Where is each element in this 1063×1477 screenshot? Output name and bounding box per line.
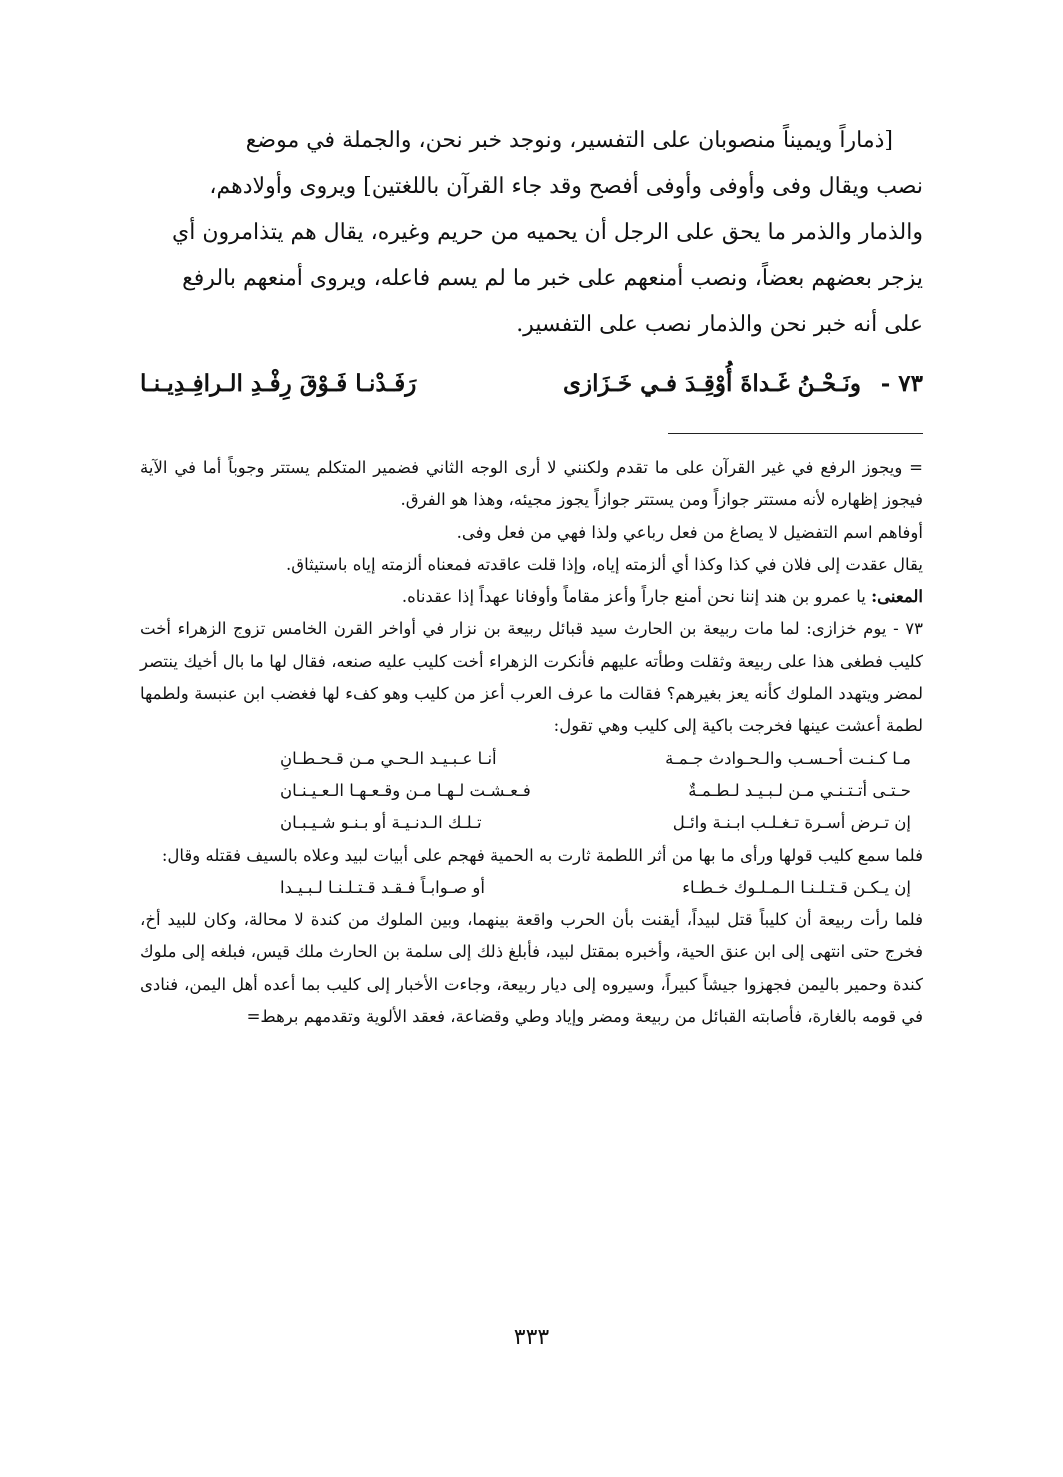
main-line: يزجر بعضهم بعضاً، ونصب أمنعهم على خبر ما لم يسم فاعله، ويروى أمنعهم بالرفع (182, 266, 923, 291)
poem-second-half: أو صـوابـاً فـقـد قـتـلـنـا لـبـيـدا (280, 877, 485, 897)
footnote-73 (140, 613, 923, 742)
main-commentary (140, 118, 923, 348)
poem-verse (140, 872, 923, 904)
footnote-continuation: = ويجوز الرفع في غير القرآن على ما تقدم ولكنني لا أرى الوجه الثاني فضمير المتكلم يستتر وجوباً أما في الآية فيجوز إظهاره لأنه مستتر جوازاً ومن يستتر جوازاً يجوز مجيئه، وهذا هو الفرق. (140, 458, 923, 510)
main-line: على أنه خبر نحن والذمار نصب على التفسير. (516, 312, 923, 337)
poem-first-half: إن تـرض أسـرة تـغـلـب ابـنـة وائـل (672, 813, 911, 833)
footnote-73-number: ٧٣ - (893, 619, 923, 639)
verse-73 (140, 362, 923, 406)
verse-number: ٧٣ - (880, 370, 923, 397)
poem-first-half: حـتـى أتـتـنـي مـن لـبـيـد لـطـمـةٌ (688, 780, 911, 800)
poem-second-half: تـلـك الـدنـيـة أو بـنـو شـيـبـان (280, 813, 482, 833)
meaning-label: المعنى: (871, 587, 923, 607)
poem-second-half: أنـا عـبـيـد الـحـي مـن قـحـطـانِ (280, 748, 497, 768)
footnote-separator (668, 433, 923, 434)
verse-second-hemistich: رَفَـدْنـا فَـوْقَ رِفْـدِ الـرافِـدِيـنـا (140, 370, 417, 397)
main-line: والذمار والذمر ما يحق على الرجل أن يحميه من حريم وغيره، يقال هم يتذامرون أي (172, 220, 923, 245)
footnote-awfahum: أوفاهم اسم التفضيل لا يصاغ من فعل رباعي ولذا فهي من فعل وفى. (456, 522, 923, 542)
main-line: نصب ويقال وفى وأوفى وأوفى أفصح وقد جاء القرآن باللغتين] ويروى وأولادهم، (209, 174, 923, 199)
footnote-73-text: يوم خزازى: لما مات ربيعة بن الحارث سيد قبائل ربيعة بن نزار في أواخر القرن الخامس تزوج الزهراء أخت كليب فطغى هذا على ربيعة وثقلت وطأته عليهم فأنكرت الزهراء أخت كليب عليه صنعه، فقال لها ما بال أخيك ينتصر لمضر ويتهدد الملوك كأنه يعز بغيرهم؟ فقالت ما عرف العرب أعز من كليب وهو كفء لها فغضب ابن عنبسة ولطمها لطمة أعشت عينها فخرجت باكية إلى كليب وهي تقول: (140, 619, 923, 736)
verse-first-hemistich: ونَـحْـنُ غَـداةَ أُوْقِـدَ فـي خَـزَازى (562, 370, 861, 397)
page-number: ٣٣٣ (513, 1325, 550, 1350)
poem-first-half: مـا كـنـت أحـسـب والـحـوادث جـمـة (665, 748, 911, 768)
main-line: [ذماراً ويميناً منصوبان على التفسير، ونوجد خبر نحن، والجملة في موضع (245, 128, 893, 153)
meaning-text: يا عمرو بن هند إننا نحن أمنع جاراً وأعز مقاماً وأوفانا عهداً إذا عقدناه. (401, 587, 872, 607)
footnote-aqadtu: يقال عقدت إلى فلان في كذا وكذا أي ألزمته إياه، وإذا قلت عاقدته فمعناه ألزمته إياه باستيثاق. (286, 554, 923, 574)
poem-second-half: فـعـشـت لـهـا مـن وقـعـهـا الـعـيـنـان (280, 780, 531, 800)
footnote-after-poem: فلما سمع كليب قولها ورأى ما بها من أثر اللطمة ثارت به الحمية فهجم على أبيات لبيد وعلاه بالسيف فقتله وقال: (161, 845, 923, 865)
footnote-conclusion: فلما رأت ربيعة أن كليباً قتل لبيداً، أيقنت بأن الحرب واقعة بينهما، وبين الملوك من كندة لا محالة، وكان للبيد أخ، فخرج حتى انتهى إلى ابن عنق الحية، وأخبره بمقتل لبيد، فأبلغ ذلك إلى سلمة بن الحارث ملك قيس، فبلغه إلى ملوك كندة وحمير باليمن فجهزوا جيشاً كبيراً، وسيروه إلى ديار ربيعة، وجاءت الأخبار إلى كليب بما أعده أهل اليمن، فنادى في قومه بالغارة، فأصابته القبائل من ربيعة ومضر وإياد وطي وقضاعة، فعقد الألوية وتقدمهم برهط= (140, 910, 923, 1027)
footnote-meaning (140, 581, 923, 613)
poem-verse (140, 775, 923, 807)
poem-verse (140, 807, 923, 839)
poem-verse (140, 743, 923, 775)
poem-first-half: إن يـكـن قـتـلـنـا الـمـلـوك خـطـاء (682, 877, 911, 897)
footnotes (140, 452, 923, 1033)
